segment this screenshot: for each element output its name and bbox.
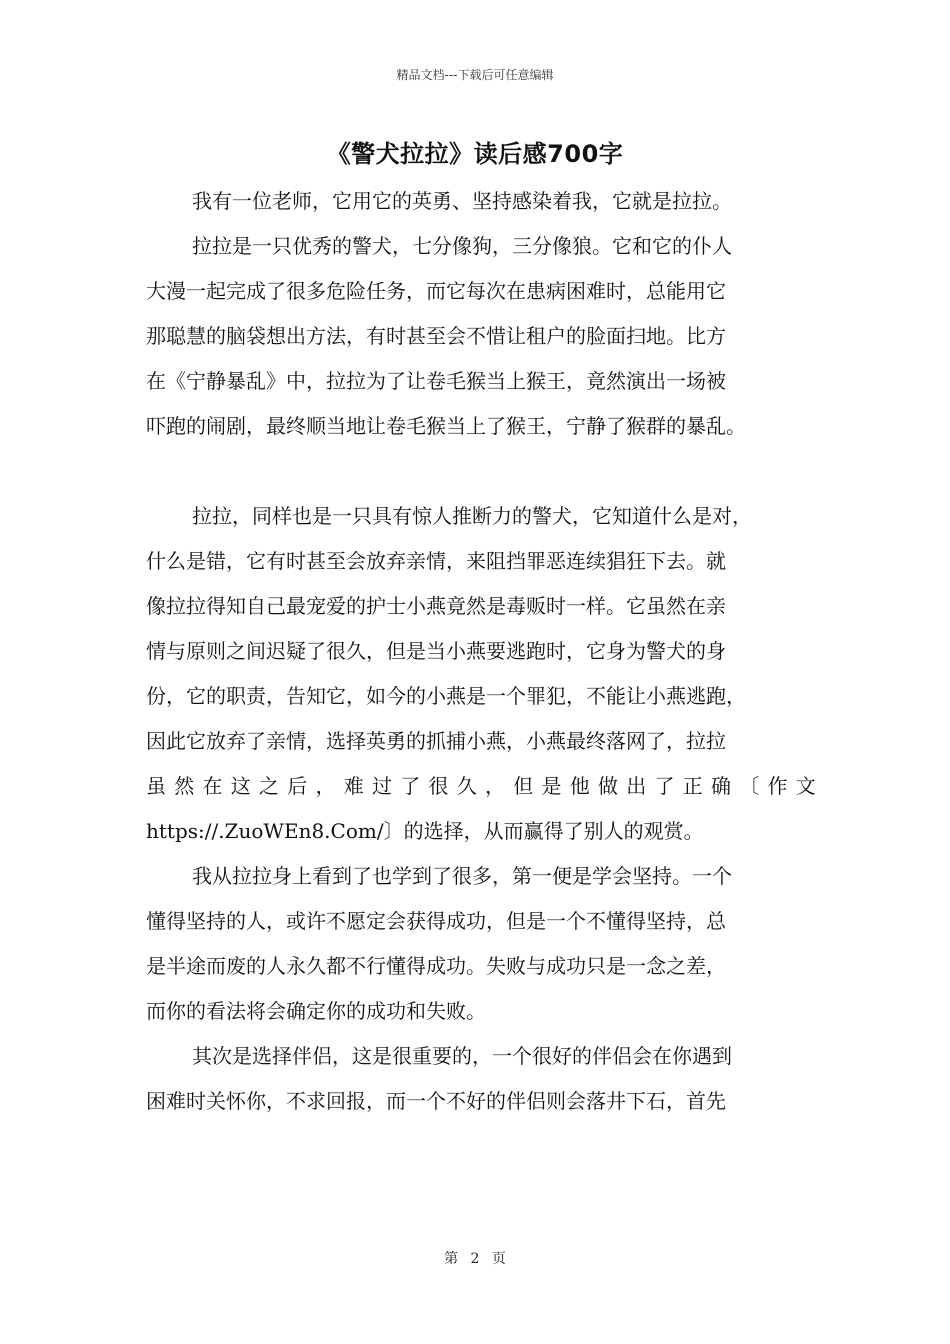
justified-char: 了 bbox=[654, 774, 675, 798]
justified-char: 难 bbox=[343, 774, 364, 798]
paragraph-line: 懂得坚持的人，或许不愿定会获得成功，但是一个不懂得坚持，总 bbox=[146, 909, 726, 933]
paragraph-line: 而你的看法将会确定你的成功和失败。 bbox=[146, 999, 486, 1023]
justified-char: 他 bbox=[569, 774, 590, 798]
page-number: 2 bbox=[470, 1251, 480, 1267]
paragraph-line: 份，它的职责，告知它，如今的小燕是一个罪犯，不能让小燕逃跑， bbox=[146, 684, 746, 708]
paragraph-line: 那聪慧的脑袋想出方法，有时甚至会不惜让租户的脸面扫地。比方 bbox=[146, 324, 726, 348]
justified-char: 作 bbox=[767, 774, 788, 798]
paragraph-line: 我从拉拉身上看到了也学到了很多，第一便是学会坚持。一个 bbox=[192, 864, 732, 888]
paragraph-line: https://.ZuoWEn8.Com/〕的选择，从而赢得了别人的观赏。 bbox=[146, 819, 704, 843]
justified-char: ， bbox=[485, 774, 505, 798]
justified-char: 虽 bbox=[146, 774, 166, 798]
justified-char: 过 bbox=[372, 774, 392, 798]
paragraph-gap bbox=[146, 449, 816, 494]
justified-char: 〔 bbox=[739, 774, 760, 798]
document-title: 《警犬拉拉》读后感700字 bbox=[326, 140, 624, 168]
justified-char: 出 bbox=[626, 774, 647, 798]
footer-prefix: 第 bbox=[444, 1251, 459, 1267]
justified-char: 然 bbox=[174, 774, 195, 798]
paragraph-line: 因此它放弃了亲情，选择英勇的抓捕小燕，小燕最终落网了，拉拉 bbox=[146, 729, 726, 753]
justified-char: 是 bbox=[541, 774, 562, 798]
paragraph-line: 拉拉，同样也是一只具有惊人推断力的警犬，它知道什么是对， bbox=[192, 504, 752, 528]
paragraph-line: 拉拉是一只优秀的警犬，七分像狗，三分像狼。它和它的仆人 bbox=[192, 234, 732, 258]
justified-char: 做 bbox=[598, 774, 618, 798]
paragraph-line: 像拉拉得知自己最宠爱的护士小燕竟然是毒贩时一样。它虽然在亲 bbox=[146, 594, 726, 618]
justified-char: 但 bbox=[513, 774, 534, 798]
footer-suffix: 页 bbox=[491, 1251, 506, 1267]
justified-char: 正 bbox=[682, 774, 703, 798]
justified-char: 确 bbox=[711, 774, 731, 798]
justified-paragraph-line bbox=[146, 764, 816, 809]
justified-char: 这 bbox=[230, 774, 251, 798]
justified-char: 了 bbox=[400, 774, 421, 798]
header-text: 精品文档---下载后可任意编辑 bbox=[396, 68, 554, 82]
document-body bbox=[146, 179, 816, 1124]
paragraph-line: 什么是错，它有时甚至会放弃亲情，来阻挡罪恶连续猖狂下去。就 bbox=[146, 549, 726, 573]
justified-char: 之 bbox=[259, 774, 279, 798]
justified-char: ， bbox=[315, 774, 336, 798]
paragraph-line: 是半途而废的人永久都不行懂得成功。失败与成功只是一念之差， bbox=[146, 954, 726, 978]
paragraph-line: 我有一位老师，它用它的英勇、坚持感染着我，它就是拉拉。 bbox=[192, 189, 732, 213]
paragraph-line: 大漫一起完成了很多危险任务，而它每次在患病困难时，总能用它 bbox=[146, 279, 726, 303]
paragraph-line: 在《宁静暴乱》中，拉拉为了让卷毛猴当上猴王，竟然演出一场被 bbox=[146, 369, 726, 393]
paragraph-line: 困难时关怀你，不求回报，而一个不好的伴侣则会落井下石，首先 bbox=[146, 1089, 726, 1113]
justified-char: 后 bbox=[287, 774, 308, 798]
page-header bbox=[0, 66, 950, 83]
paragraph-line: 其次是选择伴侣，这是很重要的，一个很好的伴侣会在你遇到 bbox=[192, 1044, 732, 1068]
page-footer bbox=[0, 1248, 950, 1268]
justified-char: 久 bbox=[456, 774, 477, 798]
justified-char: 很 bbox=[428, 774, 449, 798]
justified-char: 在 bbox=[202, 774, 223, 798]
paragraph-line: 情与原则之间迟疑了很久，但是当小燕要逃跑时，它身为警犬的身 bbox=[146, 639, 726, 663]
justified-char: 文 bbox=[795, 774, 816, 798]
paragraph-line: 吓跑的闹剧，最终顺当地让卷毛猴当上了猴王，宁静了猴群的暴乱。 bbox=[146, 414, 746, 438]
